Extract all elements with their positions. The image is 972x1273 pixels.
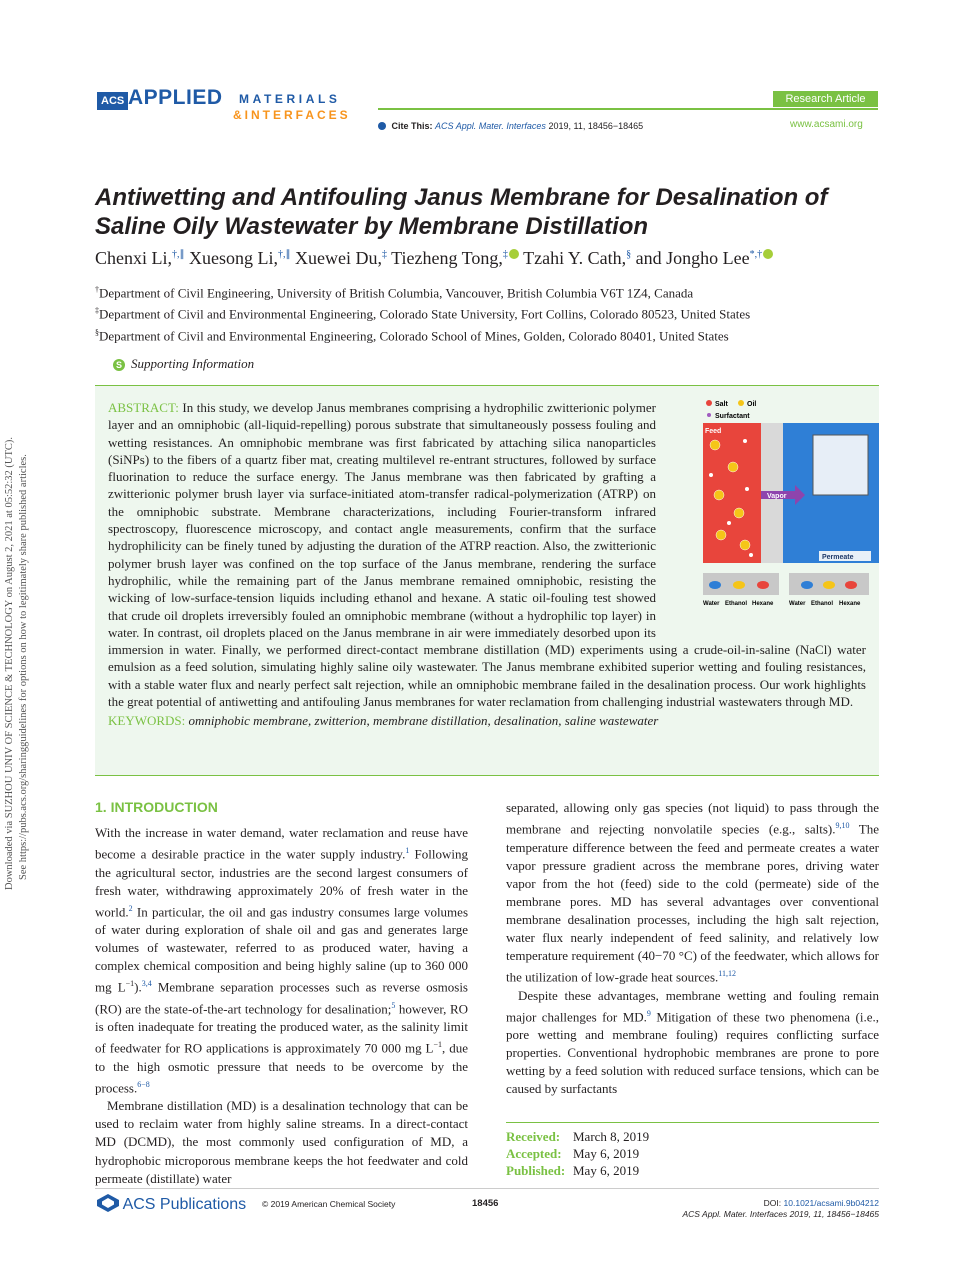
legend-oil: Oil <box>747 401 757 408</box>
paragraph <box>506 799 879 987</box>
affiliation-mark: § <box>95 328 99 337</box>
affiliation-text: Department of Civil and Environmental Engineering, Colorado State University, Fort Collins, Colorado 80523, United States <box>99 306 751 322</box>
legend-surfactant: Surfactant <box>715 413 750 420</box>
header-rule <box>378 108 878 110</box>
vapor-label: Vapor <box>767 493 787 500</box>
droplet-label: Water <box>703 601 720 607</box>
doi-link[interactable]: 10.1021/acsami.9b04212 <box>783 1198 879 1208</box>
text-run: The temperature difference between the feed and permeate creates a water vapor pressure gradient across the membrane pores, driving water vapor from the hot (feed) side to the cold (permeate) side of the membrane pores. MD has several advantages over conventional membrane desalination processes, including the high salt rejection, water flux nearly independent of feed salinity, and relatively low temperature requirement (40−70 °C) of the feedwater, which allows for the utilization of low-grade heat sources. <box>506 821 879 985</box>
supporting-information-link[interactable] <box>113 356 254 372</box>
ethanol-droplet <box>733 581 745 589</box>
droplet-label: Hexane <box>839 601 861 607</box>
copyright: © 2019 American Chemical Society <box>262 1199 396 1209</box>
permeate-label: Permeate <box>822 554 854 561</box>
journal-logo-interfaces: &INTERFACES <box>233 108 351 122</box>
footer-rule <box>95 1188 879 1189</box>
text-run: Membrane separation processes such as reverse osmosis (RO) are the state-of-the-art technology for desalination; <box>95 979 468 1017</box>
date-label: Accepted: <box>506 1146 562 1161</box>
keywords-line <box>108 712 866 729</box>
date-value: March 8, 2019 <box>573 1129 650 1144</box>
affiliation-text: Department of Civil Engineering, University of British Columbia, Vancouver, British Columbia V6T 1Z4, Canada <box>99 285 694 301</box>
supporting-info-label: Supporting Information <box>131 356 255 371</box>
article-type-badge: Research Article <box>773 91 878 107</box>
author-affil-mark: § <box>626 249 632 260</box>
droplet-label: Ethanol <box>811 601 833 607</box>
doi-block <box>600 1198 879 1220</box>
legend-oil-icon <box>738 400 744 406</box>
date-accepted <box>506 1146 879 1163</box>
legend-surfactant-icon <box>707 413 711 417</box>
text-run: Mitigation of these two phenomena (i.e., pore wetting and membrane fouling) requires conflicting surface properties. Conventional hydrophobic membranes are prone to pore wetting by a feed solution with reduced surface tensions, which can be caused by surfactants <box>506 1009 880 1097</box>
citation-ref[interactable]: 5 <box>391 1000 396 1010</box>
author-affil-mark: †,∥ <box>278 249 291 260</box>
legend-salt-icon <box>706 400 712 406</box>
date-value: May 6, 2019 <box>573 1163 640 1178</box>
acs-hexagon-icon <box>97 1194 119 1212</box>
keywords-label: KEYWORDS: <box>108 713 186 729</box>
date-label: Received: <box>506 1129 561 1144</box>
journal-logo-applied: APPLIED <box>128 86 223 109</box>
citation-ref[interactable]: 9 <box>646 1008 651 1018</box>
water-droplet <box>801 581 813 589</box>
paragraph <box>506 987 879 1099</box>
affiliation <box>95 285 895 301</box>
footer-citation: ACS Appl. Mater. Interfaces 2019, 11, 18456−18465 <box>682 1209 879 1219</box>
text-run: Despite these advantages, membrane wetting and fouling remain major challenges for MD. <box>506 987 879 1025</box>
cite-icon <box>378 122 386 130</box>
watermark-line-2: See https://pubs.acs.org/sharingguidelines for options on how to legitimately share published articles. <box>18 454 29 880</box>
affiliation-mark: † <box>95 285 99 294</box>
cite-journal[interactable]: ACS Appl. Mater. Interfaces <box>435 121 546 131</box>
droplet-label: Water <box>789 601 806 607</box>
article-title: Antiwetting and Antifouling Janus Membrane for Desalination of Saline Oily Wastewater by Membrane Distillation <box>95 184 828 240</box>
journal-website-link[interactable]: www.acsami.org <box>790 119 863 130</box>
citation-ref[interactable]: 2 <box>128 903 133 913</box>
author-affil-mark: †,∥ <box>172 249 185 260</box>
author[interactable]: Chenxi Li, <box>95 248 172 268</box>
publisher-name: ACS Publications <box>122 1196 247 1213</box>
journal-logo-materials: MATERIALS <box>239 92 341 106</box>
hexane-droplet <box>757 581 769 589</box>
text-run: Following the agricultural sector, industries are the second largest consumers of fresh water, withdrawing approximately 20% of fresh water in the world. <box>95 846 468 920</box>
text-run: In particular, the oil and gas industry consumes large volumes of water during exploration of shale oil and gas and generates large volumes of wastewater, referred to as produced water, having a complex chemical composition and being highly saline (up to 360 000 mg L <box>95 904 468 995</box>
author[interactable]: Xuesong Li, <box>189 248 278 268</box>
page-number: 18456 <box>472 1198 499 1209</box>
author[interactable]: Xuewei Du, <box>295 248 382 268</box>
citation-ref[interactable]: 1 <box>405 846 410 856</box>
body-column-right <box>506 799 879 1098</box>
toc-graphic <box>701 395 881 620</box>
text-run: , due to the high osmotic pressure that needs to be overcome by the process. <box>95 1040 468 1096</box>
author-affil-mark: ‡ <box>381 249 387 260</box>
cite-this[interactable] <box>378 121 643 131</box>
text-run: With the increase in water demand, water reclamation and reuse have become a desirable practice in the water supply industry. <box>95 825 468 862</box>
abstract-text: In this study, we develop Janus membranes comprising a hydrophilic zwitterionic polymer layer and an omniphobic (all-liquid-repelling) porous substrate that simultaneously possess fouling and wetting resistances. An omniphobic membrane was first fabricated by attaching silica nanoparticles (SiNPs) to the fibers of a quartz fiber mat, creating multilevel re-entrant structures, followed by surface fluorination to reduce the surface energy. The Janus membrane was then fabricated by grafting a zwitterionic polymer brush layer via surface-initiated atom-transfer radical-polymerization (ATRP) on the omniphobic substrate. Membrane characterizations, including Fourier-transform infrared spectroscopy, fluorescence microscopy, and contact angle measurements, confirm that the surface hydrophilicity can be finely tuned by adjusting the duration of the ATRP reaction. Also, the zwitterionic polymer brush layer was confined on the top surface of the Janus membrane, rendering the surface hydrophilic, while the remaining part of the Janus membrane remained omniphobic, resisting the wicking of low-surface-tension liquids including ethanol and hexane. A static oil-fouling test showed that crude oil droplets irreversibly fouled an omniphobic membrane (without a hydrophilic top layer) in water. In contrast, oil droplets placed on the Janus membrane in air were immediately desorbed upon its immersion in water. Finally, we performed direct-contact membrane distillation (MD) experiments using a crude-oil-in-saline (NaCl) water emulsion as a feed solution, simulating highly saline oily wastewater. The Janus membrane exhibited superior wetting and fouling resistances, with a stable water flux and nearly perfect salt rejection, while an omniphobic membrane failed in the desalination process. Our work highlights the great potential of antiwetting and antifouling Janus membranes for water reclamation from challenging industrial wastewaters through MD. <box>108 400 866 710</box>
supporting-info-icon: S <box>113 359 125 371</box>
affiliation <box>95 306 895 322</box>
author-list <box>95 248 895 269</box>
orcid-icon[interactable] <box>763 249 773 259</box>
watermark-line-1: Downloaded via SUZHOU UNIV OF SCIENCE & TECHNOLOGY on August 2, 2021 at 05:52:32 (UTC). <box>4 436 15 890</box>
date-received <box>506 1129 879 1146</box>
paragraph: With the increase in water demand, water reclamation and reuse have become a desirable practice in the water supply industry.$^1$ Following the agricultural sector, industries are the second largest consumers of fresh water, withdrawing approximately 20% of fresh water in the world.$^2$ In particular, the oil and gas industry consumes large volumes of water during exploration of shale oil and gas and generates large volumes of wastewater, referred to as produced water, having a complex chemical composition and being highly saline (up to 360 000 mg $L^{-1}).^{3,4}$ Membrane separation processes such as reverse osmosis (RO) are the state-of-the-art technology for desalination;$^5$ however, RO is often inadequate for treating the produced water, as the salinity limit of feedwater for RO applications is approximately 70 000 mg $L^{-1}$, due to the high osmotic pressure that needs to be overcome by the process.$^{6-8}$ <box>95 825 469 1096</box>
feed-label: Feed <box>705 428 722 435</box>
zoom-inset <box>813 435 868 495</box>
date-label: Published: <box>506 1163 566 1178</box>
doi-label: DOI: <box>763 1198 782 1208</box>
abstract-label: ABSTRACT: <box>108 400 179 415</box>
keywords-list: omniphobic membrane, zwitterion, membrane distillation, desalination, saline wastewater <box>188 713 659 729</box>
date-value: May 6, 2019 <box>573 1146 640 1161</box>
water-droplet <box>709 581 721 589</box>
affiliation <box>95 328 895 344</box>
body-column-left <box>95 824 468 1188</box>
text-run: however, RO is often inadequate for treating the produced water, as the salinity limit of feedwater for RO applications is approximately 70 000 mg L <box>95 1001 469 1056</box>
citation-ref[interactable]: 3,4 <box>141 979 152 989</box>
paragraph: Membrane distillation (MD) is a desalination technology that can be used to reclaim water from highly saline streams. In a direct-contact MD (DCMD), the most commonly used configuration of MD, a hydrophobic microporous membrane keeps the hot feedwater and cold permeate (distillate) water <box>95 1098 468 1186</box>
orcid-icon[interactable] <box>509 249 519 259</box>
droplet-label: Hexane <box>752 601 774 607</box>
unit-exponent: −1 <box>125 979 135 989</box>
cite-label: Cite This: <box>391 121 433 131</box>
droplet-label: Ethanol <box>725 601 747 607</box>
unit-exponent: −1 <box>433 1040 443 1050</box>
hexane-droplet <box>845 581 857 589</box>
acs-publications-logo[interactable] <box>97 1194 246 1214</box>
author[interactable]: Tiezheng Tong, <box>391 248 503 268</box>
citation-ref[interactable]: 9,10 <box>835 821 850 831</box>
publication-dates <box>506 1122 879 1180</box>
journal-logo-acs: ACS <box>97 92 128 110</box>
affiliation-text: Department of Civil and Environmental Engineering, Colorado School of Mines, Golden, Colorado 80401, United States <box>99 328 729 344</box>
download-watermark <box>4 370 34 890</box>
author[interactable]: and Jongho Lee <box>635 248 750 268</box>
author-affil-mark: *,† <box>749 249 763 260</box>
legend-salt: Salt <box>715 401 728 408</box>
citation-ref[interactable]: 11,12 <box>718 969 736 979</box>
affiliation-mark: ‡ <box>95 306 99 315</box>
author[interactable]: Tzahi Y. Cath, <box>523 248 627 268</box>
ethanol-droplet <box>823 581 835 589</box>
cite-details: 2019, 11, 18456−18465 <box>548 121 644 131</box>
text-run: separated, allowing only gas species (not liquid) to pass through the membrane and rejecting nonvolatile species (e.g., salts). <box>506 800 879 837</box>
section-heading: 1. INTRODUCTION <box>95 799 218 815</box>
author-affil-mark: ‡ <box>502 249 508 260</box>
date-published <box>506 1163 879 1180</box>
citation-ref[interactable]: 6−8 <box>137 1079 150 1089</box>
